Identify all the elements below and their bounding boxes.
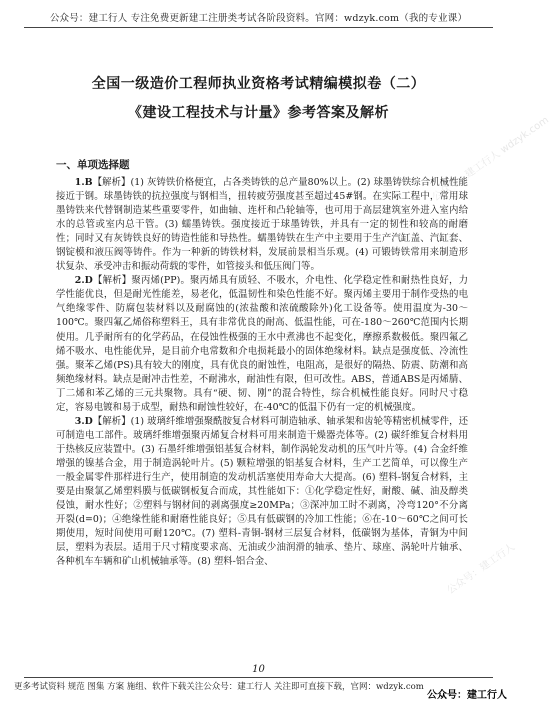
section-heading: 一、单项选择题 xyxy=(56,159,130,171)
answer-explanation: 【解析】(1) 玻璃纤维增强聚酰胺复合材料可制造轴承、轴承架和齿轮等精密机械零件，还可制造电工部件。玻璃纤维增强聚丙烯复合材料可用来制造干燥器壳体等。(2) 碳纤维复合材料用于热核反应装置中。(3) 石墨纤维增强铝基复合材料，制作涡轮发动机的压气叶片等。(4) 合金纤维增强的镍基合金，用于制造涡轮叶片。(5) 颗粒增强的铝基复合材料，生产工艺简单，可以像生产一般金属零件那样进行生产，使用制造的发动机活塞使用寿命大大提高。(6) 塑料-钢复合材料，主要是由聚氯乙烯塑料膜与低碳钢板复合而成，其性能如下：①化学稳定性好，耐酸、碱、油及醇类侵蚀，耐水性好；②塑料与钢材间的剥离强度≥20MPa；③深冲加工时不剥离，冷弯120°不分离开裂(d=0)；④绝缘性能和耐磨性能良好；⑤具有低碳钢的冷加工性能；⑥在-10～60℃之间可长期使用，短时间使用可耐120℃。(7) 塑料-青铜-钢材三层复合材料，低碳钢为基体，青铜为中间层，塑料为表层。适用于尺寸精度要求高、无油或少油润滑的轴承、垫片、球座、涡轮叶片轴承、各种机车车辆和矿山机械轴承等。(8) 塑料-铝合金、 xyxy=(56,415,468,568)
document-title: 全国一级造价工程师执业资格考试精编模拟卷（二） xyxy=(91,76,426,92)
document-subtitle: 《建设工程技术与计量》参考答案及解析 xyxy=(128,105,389,121)
answer-item xyxy=(56,415,468,570)
answer-explanation: 【解析】(1) 灰铸铁价格便宜，占各类铸铁的总产量80%以上。(2) 球墨铸铁综合机械性能接近于钢。球墨铸铁的抗拉强度与钢相当，扭转疲劳强度甚至超过45#钢。在实际工程中，常用球墨铸铁来代替钢制造某些重要零件，如曲轴、连杆和凸轮轴等，也可用于高层建筑室外进入室内给水的总管或室内总干管。(3) 蠕墨铸铁。强度接近于球墨铸铁，并具有一定的韧性和较高的耐磨性；同时又有灰铸铁良好的铸造性能和导热性。蠕墨铸铁在生产中主要用于生产汽缸盖、汽缸套、钢锭模和液压阀等铸件。作为一种新的铸铁材料，发展前景相当乐观。(4) 可锻铸铁常用来制造形状复杂、承受冲击和振动荷载的零件，如管接头和低压阀门等。 xyxy=(56,177,468,273)
page-header: 公众号：建工行人 专注免费更新建工注册类考试各阶段资料。官网：wdzyk.com（我的专业课） xyxy=(49,13,468,24)
page-footer: 更多考试资料 规范 图集 方案 施组、软件下载关注公众号：建工行人 关注即可直接下载，官网：wdzyk.com xyxy=(14,682,424,692)
answer-item xyxy=(56,274,468,414)
answer-label: 1.B xyxy=(74,177,93,188)
answer-label: 3.D xyxy=(74,415,93,427)
answer-explanation: 【解析】聚丙烯(PP)。聚丙烯具有质轻、不吸水，介电性、化学稳定性和耐热性良好，力学性能优良，但是耐光性能差，易老化，低温韧性和染色性能不好。聚丙烯主要用于制作受热的电气绝缘零件、防腐包装材料以及耐腐蚀的(浓盐酸和浓硫酸除外)化工设备等。使用温度为-30～100℃。聚四氟乙烯俗称塑料王，具有非常优良的耐高、低温性能，可在-180～260℃范围内长期使用。几乎耐所有的化学药品，在侵蚀性极强的王水中煮沸也不起变化，摩擦系数极低。聚四氟乙烯不吸水、电性能优异，是目前介电常数和介电损耗最小的固体绝缘材料。缺点是强度低、冷流性强。聚苯乙烯(PS)具有较大的刚度，具有优良的耐蚀性，电阻高，是很好的隔热、防震、防潮和高频绝缘材料。缺点是耐冲击性差，不耐沸水，耐油性有限，但可改性。ABS，普通ABS是丙烯腈、丁二烯和苯乙烯的三元共聚物。具有“硬、韧、刚”的混合特性，综合机械性能良好。同时尺寸稳定，容易电镀和易于成型，耐热和耐蚀性较好，在-40℃的低温下仍有一定的机械强度。 xyxy=(56,275,468,413)
answer-label: 2.D xyxy=(74,275,93,287)
watermark: 公众号：建工行人 wdzyk.com xyxy=(430,114,551,204)
answer-item xyxy=(56,176,468,274)
watermark: 公众号：建工行人 xyxy=(445,541,518,597)
corner-tag: 公众号：建工行人 xyxy=(427,690,507,701)
footer-divider xyxy=(24,677,493,678)
answer-list xyxy=(56,176,468,569)
page-number: 10 xyxy=(252,664,265,675)
header-divider xyxy=(24,27,493,28)
